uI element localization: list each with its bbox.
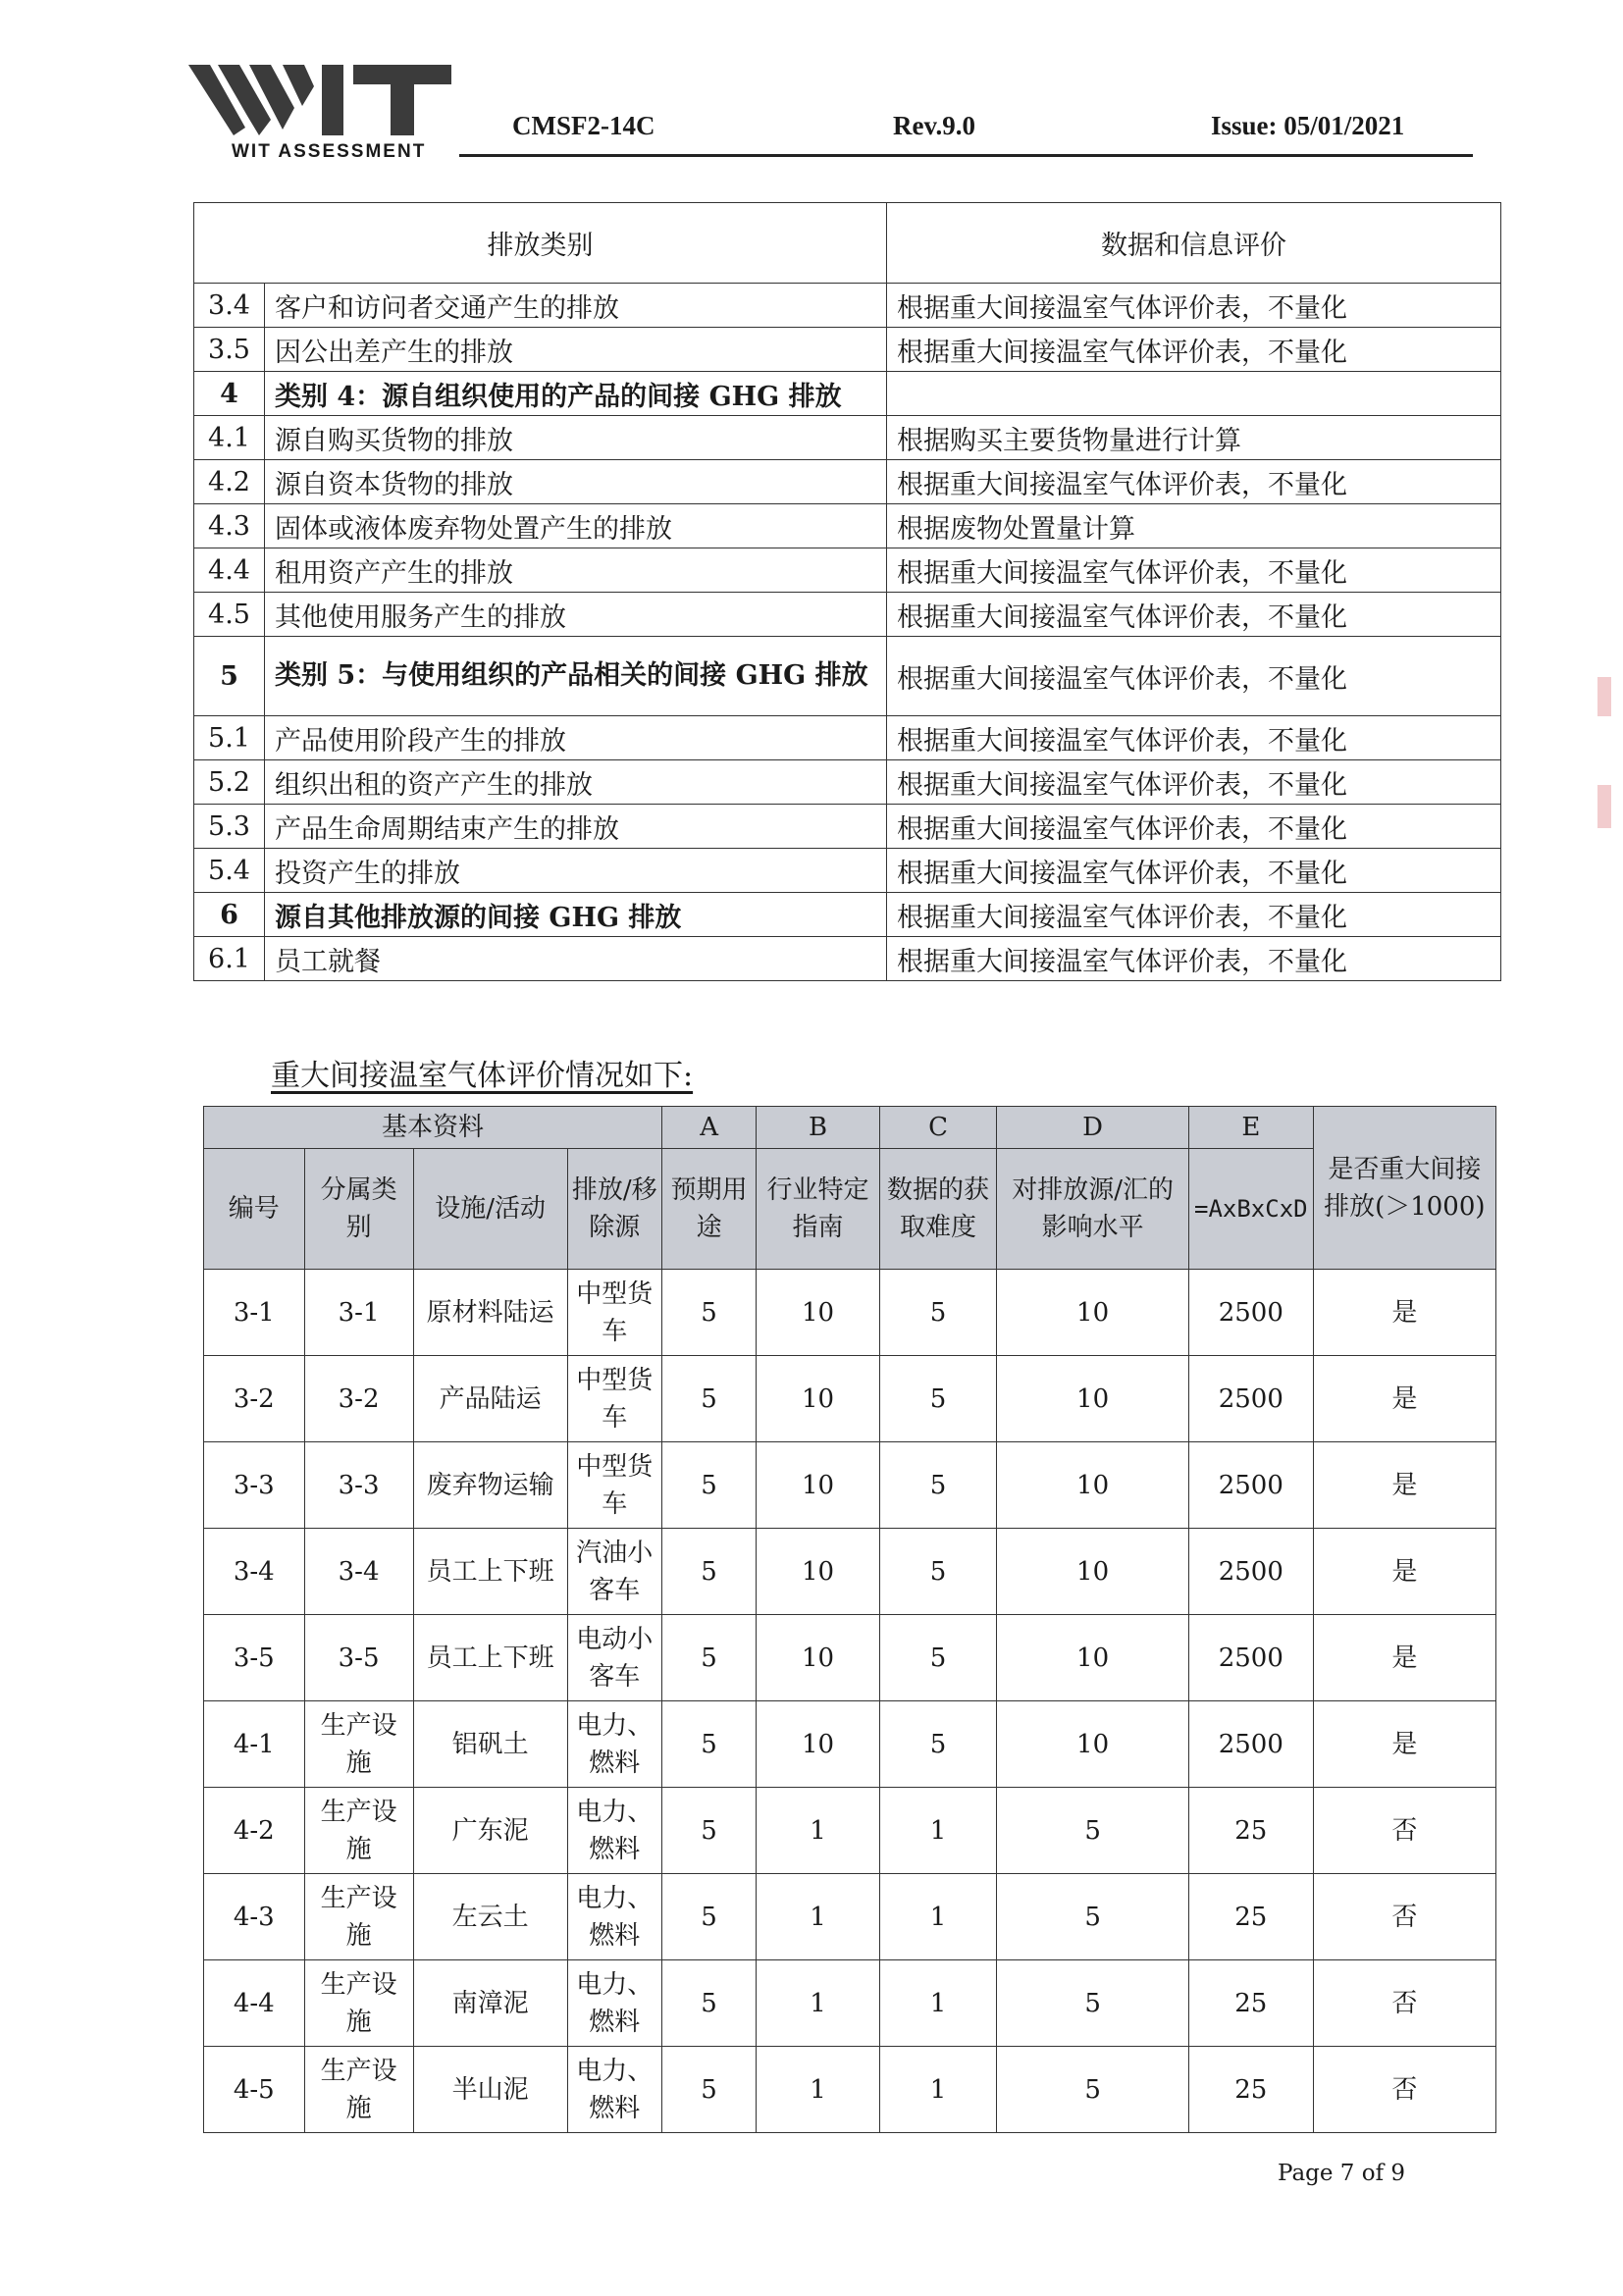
row-d: 10 [997,1701,1189,1788]
table-row [204,1356,1496,1442]
row-category: 生产设施 [304,1701,413,1788]
revision: Rev.9.0 [893,111,975,140]
header-divider [459,154,1473,157]
table-row [194,937,1501,981]
row-b: 1 [757,1960,880,2047]
table-row [204,1270,1496,1356]
company-logo [188,65,453,168]
section-subtitle: 重大间接温室气体评价情况如下: [271,1059,694,1093]
row-d: 10 [997,1270,1189,1356]
header-letter-b: B [757,1107,880,1149]
row-d: 5 [997,2047,1189,2133]
row-number: 5.4 [194,849,265,893]
row-c: 5 [879,1529,996,1615]
row-e: 25 [1188,1874,1313,1960]
row-b: 10 [757,1615,880,1701]
row-a: 5 [661,1701,756,1788]
table-row [194,716,1501,760]
table-row [204,1529,1496,1615]
header-formula: =AxBxCxD [1188,1149,1313,1270]
row-e: 2500 [1188,1442,1313,1529]
table-row [204,2047,1496,2133]
indirect-ghg-evaluation-table [203,1106,1496,2133]
row-b: 10 [757,1356,880,1442]
table-row [194,849,1501,893]
row-category: 类别 4：源自组织使用的产品的间接 GHG 排放 [265,372,887,416]
table-row [194,805,1501,849]
row-category: 固体或液体废弃物处置产生的排放 [265,504,887,548]
row-activity: 左云土 [413,1874,567,1960]
row-c: 1 [879,1788,996,1874]
row-e: 25 [1188,1960,1313,2047]
row-code: 3-4 [204,1529,305,1615]
header-activity: 设施/活动 [413,1149,567,1270]
row-activity: 南漳泥 [413,1960,567,2047]
row-d: 5 [997,1960,1189,2047]
table-row [204,1442,1496,1529]
row-a: 5 [661,1615,756,1701]
row-d: 10 [997,1442,1189,1529]
row-e: 2500 [1188,1529,1313,1615]
row-code: 4-4 [204,1960,305,2047]
header-basic-info: 基本资料 [204,1107,662,1149]
row-c: 5 [879,1701,996,1788]
header-significant: 是否重大间接排放(＞1000) [1313,1107,1495,1270]
row-e: 2500 [1188,1270,1313,1356]
row-category: 因公出差产生的排放 [265,328,887,372]
table-row [194,893,1501,937]
row-source: 汽油小客车 [567,1529,661,1615]
row-number: 5.3 [194,805,265,849]
table-row [194,460,1501,504]
row-code: 3-1 [204,1270,305,1356]
row-c: 1 [879,2047,996,2133]
row-activity: 员工上下班 [413,1615,567,1701]
row-code: 3-5 [204,1615,305,1701]
row-number: 5.1 [194,716,265,760]
row-number: 6 [194,893,265,937]
row-evaluation: 根据重大间接温室气体评价表，不量化 [887,637,1501,716]
row-d: 5 [997,1788,1189,1874]
row-number: 4.1 [194,416,265,460]
row-code: 4-3 [204,1874,305,1960]
row-d: 10 [997,1529,1189,1615]
row-activity: 原材料陆运 [413,1270,567,1356]
row-c: 5 [879,1356,996,1442]
row-category: 源自其他排放源的间接 GHG 排放 [265,893,887,937]
row-evaluation: 根据重大间接温室气体评价表，不量化 [887,328,1501,372]
row-category: 生产设施 [304,1788,413,1874]
row-source: 电力、燃料 [567,1960,661,2047]
row-evaluation: 根据重大间接温室气体评价表，不量化 [887,849,1501,893]
row-e: 2500 [1188,1615,1313,1701]
row-a: 5 [661,1960,756,2047]
table-row [194,416,1501,460]
row-e: 2500 [1188,1701,1313,1788]
row-evaluation [887,372,1501,416]
row-category: 员工就餐 [265,937,887,981]
row-code: 3-3 [204,1442,305,1529]
table-row [204,1874,1496,1960]
row-category: 客户和访问者交通产生的排放 [265,284,887,328]
row-b: 10 [757,1701,880,1788]
row-activity: 铝矾土 [413,1701,567,1788]
table-row [194,372,1501,416]
row-evaluation: 根据重大间接温室气体评价表，不量化 [887,937,1501,981]
row-evaluation: 根据废物处置量计算 [887,504,1501,548]
header-letter-c: C [879,1107,996,1149]
row-category: 源自资本货物的排放 [265,460,887,504]
row-a: 5 [661,2047,756,2133]
header-data-difficulty: 数据的获取难度 [879,1149,996,1270]
row-a: 5 [661,1356,756,1442]
row-category: 组织出租的资产产生的排放 [265,760,887,805]
row-source: 电力、燃料 [567,2047,661,2133]
row-number: 4.4 [194,548,265,593]
row-significant: 是 [1313,1356,1495,1442]
table-row [194,760,1501,805]
wit-logo-icon [188,65,451,135]
row-c: 1 [879,1960,996,2047]
row-evaluation: 根据购买主要货物量进行计算 [887,416,1501,460]
row-code: 4-1 [204,1701,305,1788]
header-letter-e: E [1188,1107,1313,1149]
header-data-evaluation: 数据和信息评价 [887,203,1501,284]
row-number: 5.2 [194,760,265,805]
scan-mark [1597,785,1611,828]
row-evaluation: 根据重大间接温室气体评价表，不量化 [887,893,1501,937]
row-significant: 是 [1313,1701,1495,1788]
header-industry-guide: 行业特定指南 [757,1149,880,1270]
table-row [194,284,1501,328]
row-number: 4 [194,372,265,416]
row-evaluation: 根据重大间接温室气体评价表，不量化 [887,805,1501,849]
row-number: 3.4 [194,284,265,328]
row-evaluation: 根据重大间接温室气体评价表，不量化 [887,284,1501,328]
header-impact-level: 对排放源/汇的影响水平 [997,1149,1189,1270]
row-d: 10 [997,1356,1189,1442]
row-b: 1 [757,1874,880,1960]
row-c: 1 [879,1874,996,1960]
row-source: 电力、燃料 [567,1701,661,1788]
row-source: 中型货车 [567,1356,661,1442]
row-significant: 否 [1313,1960,1495,2047]
header-code: 编号 [204,1149,305,1270]
evaluation-rows [204,1270,1496,2133]
row-d: 5 [997,1874,1189,1960]
row-number: 4.5 [194,593,265,637]
scan-mark [1597,677,1611,716]
header-source: 排放/移除源 [567,1149,661,1270]
issue-date: Issue: 05/01/2021 [1211,111,1405,140]
row-category: 3-3 [304,1442,413,1529]
table-header-row [204,1149,1496,1270]
row-number: 4.3 [194,504,265,548]
row-e: 25 [1188,2047,1313,2133]
header-category: 分属类别 [304,1149,413,1270]
row-category: 产品使用阶段产生的排放 [265,716,887,760]
row-number: 3.5 [194,328,265,372]
row-category: 3-1 [304,1270,413,1356]
row-category: 源自购买货物的排放 [265,416,887,460]
row-code: 4-2 [204,1788,305,1874]
row-b: 1 [757,1788,880,1874]
table-row [194,637,1501,716]
row-evaluation: 根据重大间接温室气体评价表，不量化 [887,460,1501,504]
row-significant: 否 [1313,2047,1495,2133]
row-significant: 是 [1313,1529,1495,1615]
row-a: 5 [661,1529,756,1615]
header-intended-use: 预期用途 [661,1149,756,1270]
row-code: 3-2 [204,1356,305,1442]
row-b: 1 [757,2047,880,2133]
table-row [194,593,1501,637]
row-category: 3-2 [304,1356,413,1442]
table-row [194,548,1501,593]
row-b: 10 [757,1270,880,1356]
row-c: 5 [879,1270,996,1356]
row-source: 电力、燃料 [567,1788,661,1874]
table-row [204,1615,1496,1701]
row-activity: 广东泥 [413,1788,567,1874]
row-evaluation: 根据重大间接温室气体评价表，不量化 [887,716,1501,760]
row-activity: 废弃物运输 [413,1442,567,1529]
row-category: 产品生命周期结束产生的排放 [265,805,887,849]
row-number: 6.1 [194,937,265,981]
table-header-row [194,203,1501,284]
table-row [194,504,1501,548]
row-significant: 是 [1313,1270,1495,1356]
row-source: 中型货车 [567,1270,661,1356]
table-row [194,328,1501,372]
row-significant: 否 [1313,1788,1495,1874]
row-a: 5 [661,1270,756,1356]
row-evaluation: 根据重大间接温室气体评价表，不量化 [887,760,1501,805]
table-header-row [204,1107,1496,1149]
page-number: Page 7 of 9 [1278,2161,1406,2186]
logo-text: WIT ASSESSMENT [232,141,427,162]
row-category: 3-4 [304,1529,413,1615]
row-category: 生产设施 [304,1874,413,1960]
table-row [204,1701,1496,1788]
row-significant: 否 [1313,1874,1495,1960]
row-number: 5 [194,637,265,716]
row-category: 3-5 [304,1615,413,1701]
row-source: 电力、燃料 [567,1874,661,1960]
row-a: 5 [661,1788,756,1874]
row-source: 电动小客车 [567,1615,661,1701]
table-row [204,1960,1496,2047]
row-a: 5 [661,1874,756,1960]
row-activity: 产品陆运 [413,1356,567,1442]
row-activity: 员工上下班 [413,1529,567,1615]
document-code: CMSF2-14C [512,111,655,140]
row-category: 生产设施 [304,1960,413,2047]
row-category: 投资产生的排放 [265,849,887,893]
row-category: 类别 5：与使用组织的产品相关的间接 GHG 排放 [265,637,887,716]
row-number: 4.2 [194,460,265,504]
row-category: 其他使用服务产生的排放 [265,593,887,637]
row-b: 10 [757,1529,880,1615]
row-source: 中型货车 [567,1442,661,1529]
row-c: 5 [879,1442,996,1529]
row-e: 25 [1188,1788,1313,1874]
row-d: 10 [997,1615,1189,1701]
row-evaluation: 根据重大间接温室气体评价表，不量化 [887,548,1501,593]
table-row [204,1788,1496,1874]
row-b: 10 [757,1442,880,1529]
row-category: 租用资产产生的排放 [265,548,887,593]
row-category: 生产设施 [304,2047,413,2133]
header-emission-category: 排放类别 [194,203,887,284]
row-e: 2500 [1188,1356,1313,1442]
row-significant: 是 [1313,1442,1495,1529]
emission-category-table [193,202,1501,981]
header-letter-a: A [661,1107,756,1149]
row-significant: 是 [1313,1615,1495,1701]
row-code: 4-5 [204,2047,305,2133]
header-letter-d: D [997,1107,1189,1149]
row-c: 5 [879,1615,996,1701]
row-a: 5 [661,1442,756,1529]
row-activity: 半山泥 [413,2047,567,2133]
row-evaluation: 根据重大间接温室气体评价表，不量化 [887,593,1501,637]
